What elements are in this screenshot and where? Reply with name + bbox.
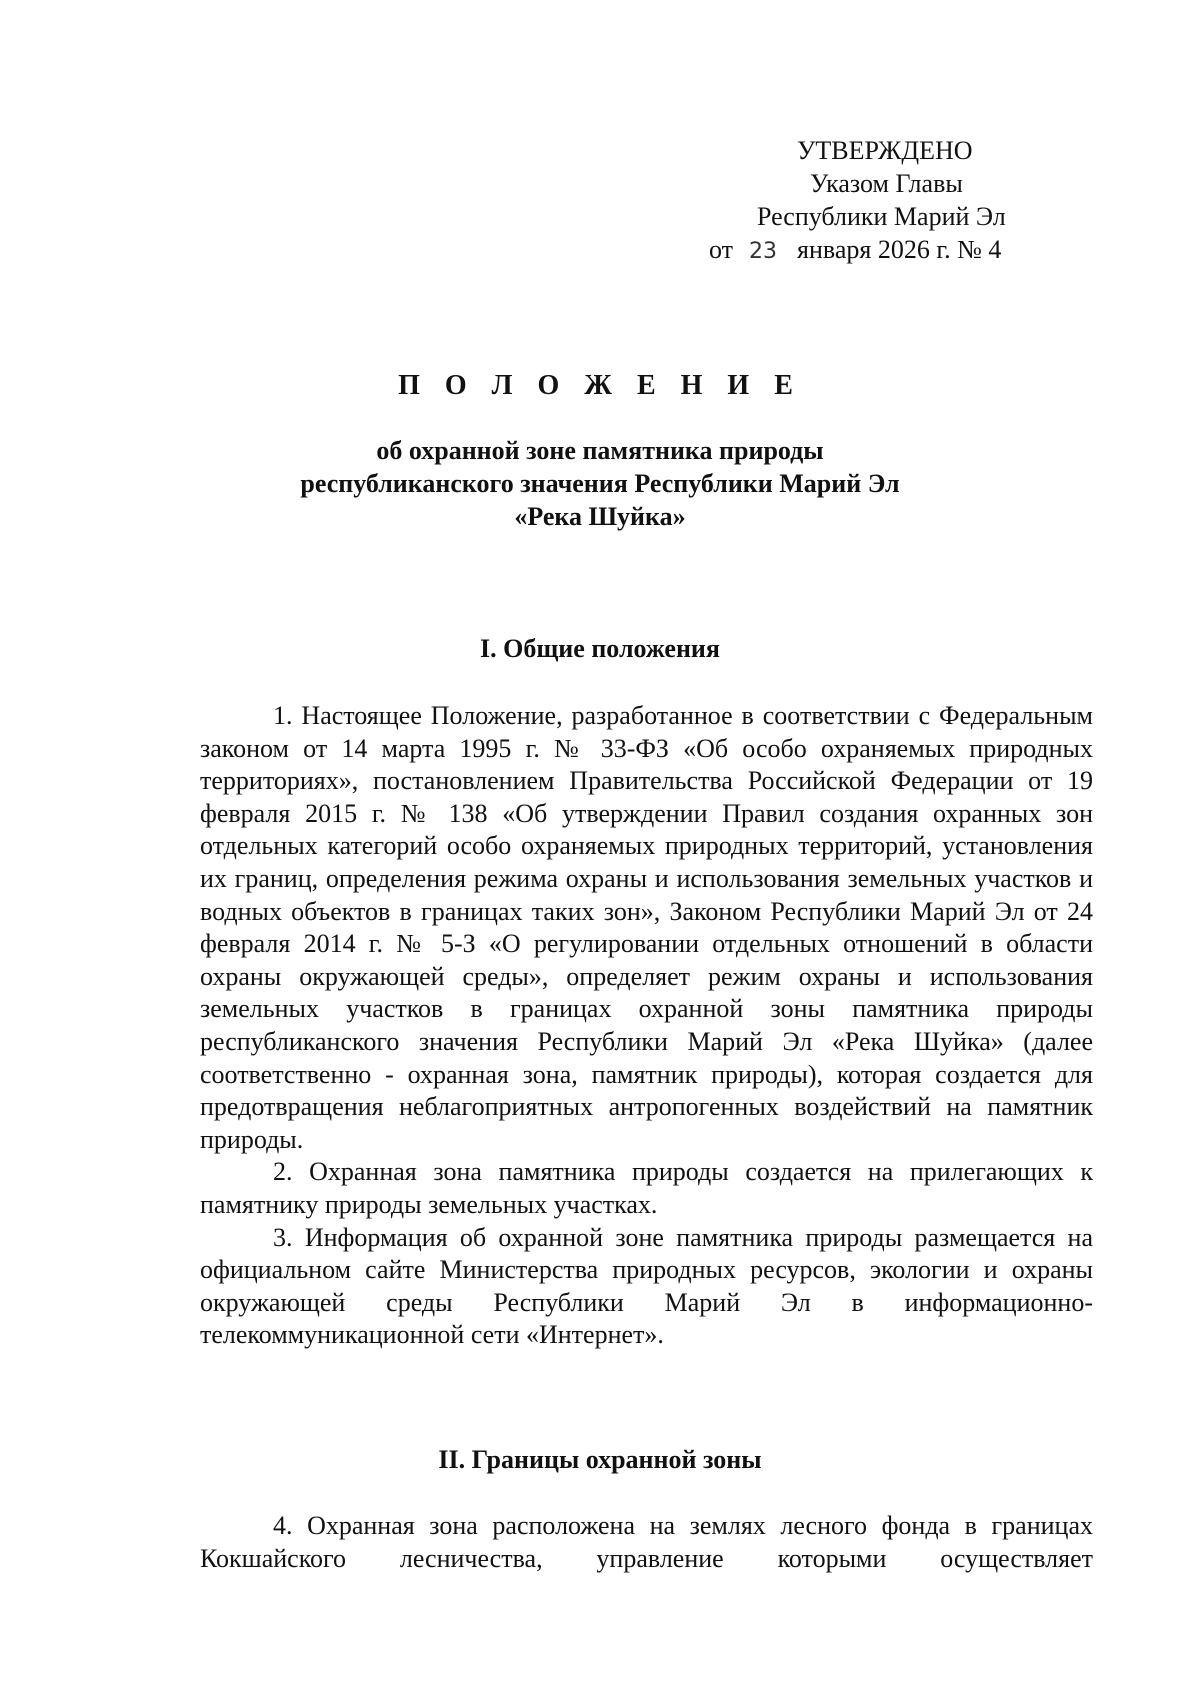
subtitle-line: об охранной зоне памятника природы [376,436,824,465]
approval-date-line [709,234,1001,268]
section-heading-general: I. Общие положения [480,634,720,663]
paragraph-1: 1. Настоящее Положение, разработанное в соответствии с Федеральным законом от 14 марта 1995 г. № 33-ФЗ «Об особо охраняемых природных территориях», постановлением Правительства Российской Федерации от 19 февраля 2015 г. № 138 «Об утверждении Правил создания охранных зон отдельных категорий особо охраняемых природных территорий, установления их границ, определения режима охраны и использования земельных участков и водных объектов в границах таких зон», Законом Республики Марий Эл от 24 февраля 2014 г. № 5-З «О регулировании отдельных отношений в области охраны окружающей среды», определяет режим охраны и использования земельных участков в границах охранной зоны памятника природы республиканского значения Республики Марий Эл «Река Шуйка» (далее соответственно - охранная зона, памятник природы), которая создается для предотвращения неблагоприятных антропогенных воздействий на памятник природы. [200,701,1093,1154]
document-subtitle [0,434,1200,533]
approval-republic: Республики Марий Эл [757,202,1006,231]
section-body-boundaries [200,1510,1093,1575]
paragraph-4: 4. Охранная зона расположена на землях лесного фонда в границах Кокшайского лесничества, управление которыми осуществляет [200,1511,1093,1573]
subtitle-line: республиканского значения Республики Марий Эл [300,469,900,498]
approval-date-day: 23 [749,239,778,264]
section-heading-boundaries: II. Границы охранной зоны [438,1445,762,1474]
approval-date-rest: января 2026 г. № 4 [797,235,1002,264]
subtitle-line: «Река Шуйка» [514,502,686,531]
section-body-general [200,700,1093,1352]
paragraph-3: 3. Информация об охранной зоне памятника природы размещается на официальном сайте Министерства природных ресурсов, экологии и охраны окружающей среды Республики Марий Эл в информационно-телекоммуникационной сети «Интернет». [200,1222,1093,1350]
approval-by-decree: Указом Главы [810,169,963,198]
approval-date-prefix: от [709,235,734,264]
paragraph-2: 2. Охранная зона памятника природы создается на прилегающих к памятнику природы земельных участках. [200,1157,1093,1219]
document-title: П О Л О Ж Е Н И Е [398,370,802,401]
approval-heading: УТВЕРЖДЕНО [797,136,973,165]
